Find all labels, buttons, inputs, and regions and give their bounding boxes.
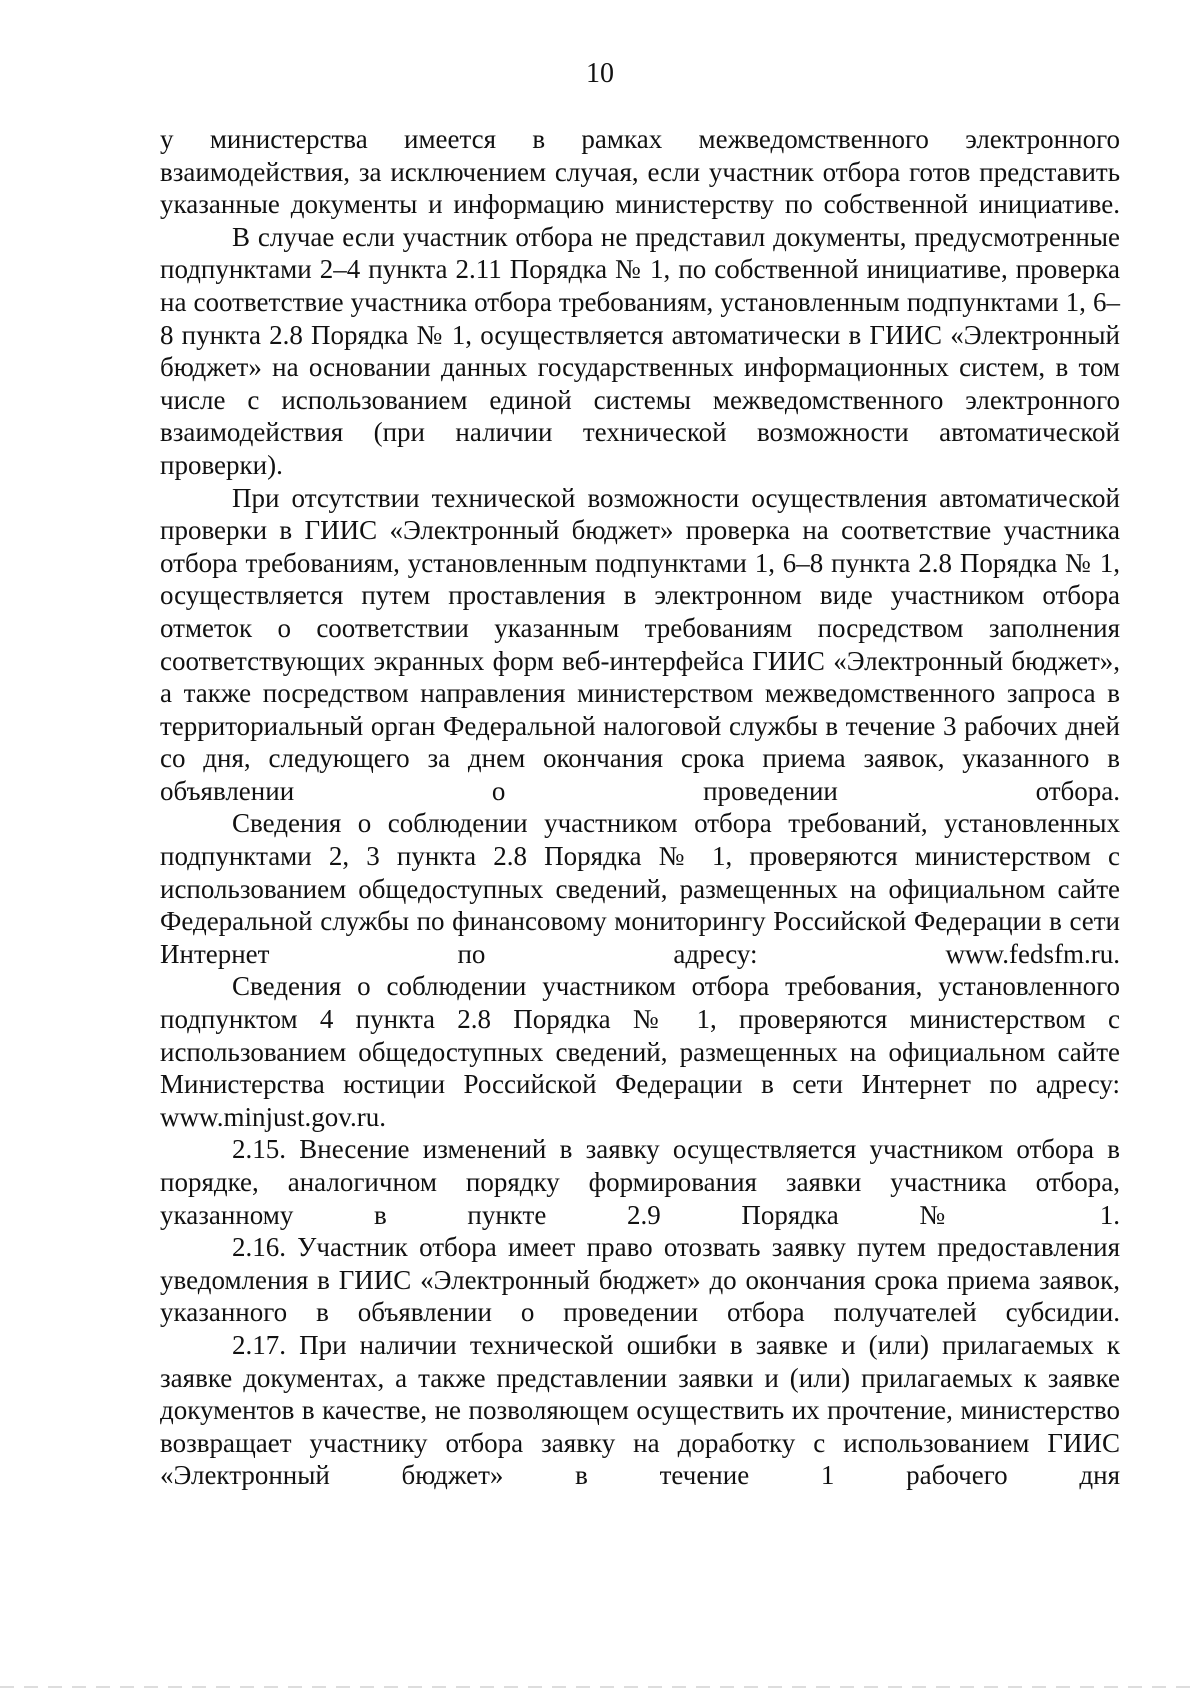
paragraph-auto-check: В случае если участник отбора не представил документы, предусмотренные подпунктами 2–4 пункта 2.11 Порядка № 1, по собственной инициативе, проверка на соответствие участника отбора требованиям, установленным подпунктами 1, 6–8 пункта 2.8 Порядка № 1, осуществляется автоматически в ГИИС «Электронный бюджет» на основании данных государственных информационных систем, в том числе с использованием единой системы межведомственного электронного взаимодействия (при наличии технической возможности автоматической проверки). — [160, 221, 1121, 480]
paragraph-fedsfm: Сведения о соблюдении участником отбора требований, установленных подпунктами 2, 3 пункта 2.8 Порядка № 1, проверяются министерством с использованием общедоступных сведений, размещенных на официальном сайте Федеральной службы по финансовому мониторингу Российской Федерации в сети Интернет по адресу: www.fedsfm.ru. — [160, 808, 1121, 969]
page-number: 10 — [586, 58, 614, 89]
paragraph-2-15: 2.15. Внесение изменений в заявку осуществляется участником отбора в порядке, аналогичном порядку формирования заявки участника отбора, указанному в пункте 2.9 Порядка № 1. — [160, 1134, 1120, 1230]
paragraph-manual-check: При отсутствии технической возможности осуществления автоматической проверки в ГИИС «Электронный бюджет» проверка на соответствие участника отбора требованиям, установленным подпунктами 1, 6–8 пункта 2.8 Порядка № 1, осуществляется путем проставления в электронном виде участником отбора отметок о соответствии указанным требованиям посредством заполнения соответствующих экранных форм веб-интерфейса ГИИС «Электронный бюджет», а также посредством направления министерством межведомственного запроса в территориальный орган Федеральной налоговой службы в течение 3 рабочих дней со дня, следующего за днем окончания срока приема заявок, указанного в объявлении о проведении отбора. — [160, 482, 1121, 806]
document-body — [160, 123, 1120, 1492]
paragraph-minjust: Сведения о соблюдении участником отбора требования, установленного подпунктом 4 пункта 2.8 Порядка № 1, проверяются министерством с использованием общедоступных сведений, размещенных на официальном сайте Министерства юстиции Российской Федерации в сети Интернет по адресу: www.minjust.gov.ru. — [160, 971, 1121, 1132]
paragraph-continuation: у министерства имеется в рамках межведомственного электронного взаимодействия, за исключением случая, если участник отбора готов представить указанные документы и информацию министерству по собственной инициативе. — [160, 124, 1121, 220]
paragraph-2-17: 2.17. При наличии технической ошибки в заявке и (или) прилагаемых к заявке документах, а также представлении заявки и (или) прилагаемых к заявке документов в качестве, не позволяющем осуществить их прочтение, министерство возвращает участнику отбора заявку на доработку с использованием ГИИС «Электронный бюджет» в течение 1 рабочего дня — [160, 1329, 1121, 1491]
paragraph-2-16: 2.16. Участник отбора имеет право отозвать заявку путем предоставления уведомления в ГИИС «Электронный бюджет» до окончания срока приема заявок, указанного в объявлении о проведении отбора получателей субсидии. — [160, 1232, 1121, 1328]
scan-edge-artifact — [0, 1686, 1200, 1688]
